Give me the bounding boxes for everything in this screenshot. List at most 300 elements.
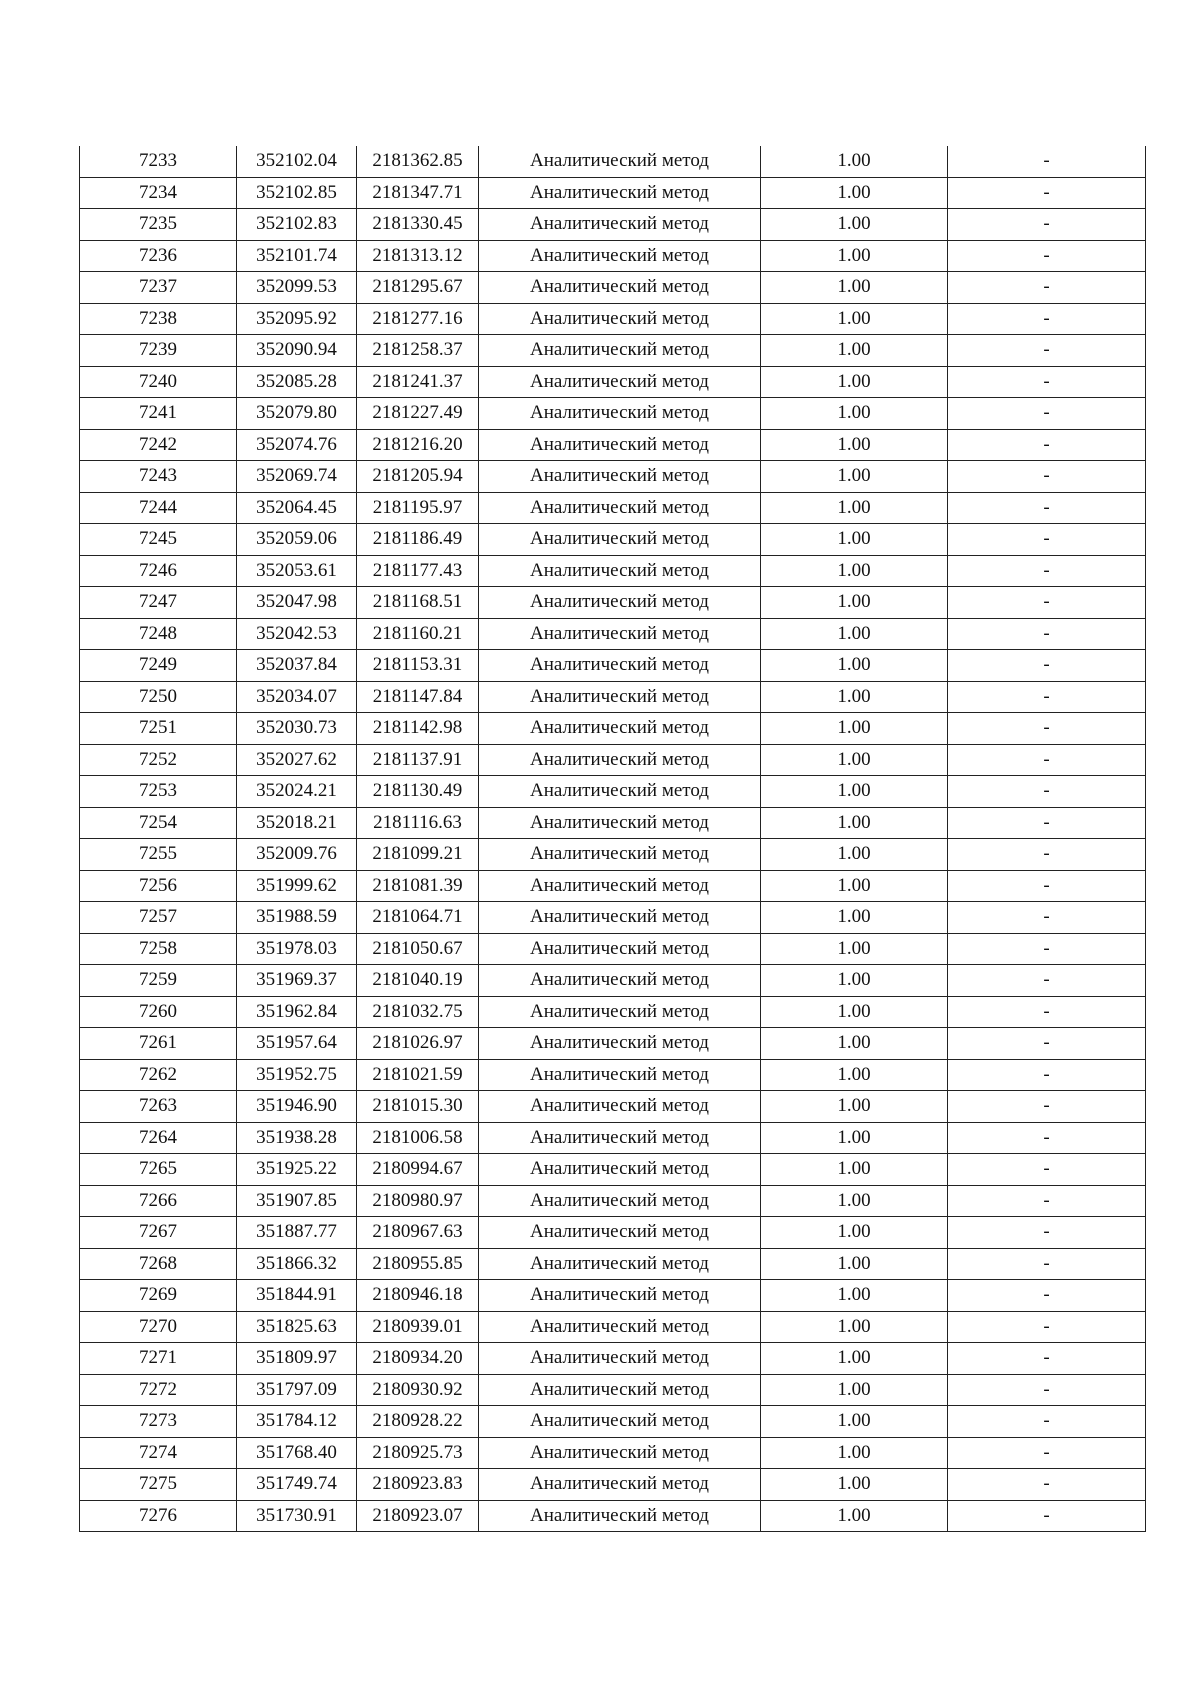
method-cell: Аналитический метод bbox=[479, 713, 761, 745]
x-coordinate-cell: 352034.07 bbox=[237, 681, 357, 713]
accuracy-cell: 1.00 bbox=[761, 870, 948, 902]
table-row bbox=[80, 1028, 1146, 1060]
description-cell: - bbox=[948, 1217, 1146, 1249]
method-cell: Аналитический метод bbox=[479, 807, 761, 839]
x-coordinate-cell: 351957.64 bbox=[237, 1028, 357, 1060]
x-coordinate-cell: 351952.75 bbox=[237, 1059, 357, 1091]
accuracy-cell: 1.00 bbox=[761, 618, 948, 650]
method-cell: Аналитический метод bbox=[479, 366, 761, 398]
description-cell: - bbox=[948, 965, 1146, 997]
description-cell: - bbox=[948, 1122, 1146, 1154]
description-cell: - bbox=[948, 1500, 1146, 1532]
accuracy-cell: 1.00 bbox=[761, 335, 948, 367]
description-cell: - bbox=[948, 776, 1146, 808]
table-row bbox=[80, 398, 1146, 430]
x-coordinate-cell: 351768.40 bbox=[237, 1437, 357, 1469]
method-cell: Аналитический метод bbox=[479, 1500, 761, 1532]
description-cell: - bbox=[948, 744, 1146, 776]
x-coordinate-cell: 351797.09 bbox=[237, 1374, 357, 1406]
point-number-cell: 7273 bbox=[80, 1406, 237, 1438]
method-cell: Аналитический метод bbox=[479, 965, 761, 997]
table-row bbox=[80, 965, 1146, 997]
coordinates-table bbox=[79, 146, 1146, 1532]
y-coordinate-cell: 2181347.71 bbox=[357, 177, 479, 209]
method-cell: Аналитический метод bbox=[479, 776, 761, 808]
method-cell: Аналитический метод bbox=[479, 1343, 761, 1375]
description-cell: - bbox=[948, 366, 1146, 398]
accuracy-cell: 1.00 bbox=[761, 524, 948, 556]
description-cell: - bbox=[948, 1437, 1146, 1469]
description-cell: - bbox=[948, 429, 1146, 461]
description-cell: - bbox=[948, 870, 1146, 902]
y-coordinate-cell: 2181006.58 bbox=[357, 1122, 479, 1154]
accuracy-cell: 1.00 bbox=[761, 1122, 948, 1154]
table-row bbox=[80, 713, 1146, 745]
x-coordinate-cell: 351730.91 bbox=[237, 1500, 357, 1532]
table-row bbox=[80, 1217, 1146, 1249]
x-coordinate-cell: 351809.97 bbox=[237, 1343, 357, 1375]
point-number-cell: 7260 bbox=[80, 996, 237, 1028]
y-coordinate-cell: 2180930.92 bbox=[357, 1374, 479, 1406]
coordinates-table-body bbox=[80, 146, 1146, 1532]
method-cell: Аналитический метод bbox=[479, 1248, 761, 1280]
table-row bbox=[80, 1500, 1146, 1532]
point-number-cell: 7234 bbox=[80, 177, 237, 209]
x-coordinate-cell: 352064.45 bbox=[237, 492, 357, 524]
table-row bbox=[80, 335, 1146, 367]
y-coordinate-cell: 2180934.20 bbox=[357, 1343, 479, 1375]
point-number-cell: 7241 bbox=[80, 398, 237, 430]
accuracy-cell: 1.00 bbox=[761, 776, 948, 808]
method-cell: Аналитический метод bbox=[479, 1311, 761, 1343]
method-cell: Аналитический метод bbox=[479, 1028, 761, 1060]
method-cell: Аналитический метод bbox=[479, 744, 761, 776]
description-cell: - bbox=[948, 524, 1146, 556]
x-coordinate-cell: 351962.84 bbox=[237, 996, 357, 1028]
description-cell: - bbox=[948, 177, 1146, 209]
x-coordinate-cell: 352030.73 bbox=[237, 713, 357, 745]
method-cell: Аналитический метод bbox=[479, 461, 761, 493]
x-coordinate-cell: 352102.85 bbox=[237, 177, 357, 209]
y-coordinate-cell: 2181040.19 bbox=[357, 965, 479, 997]
x-coordinate-cell: 351887.77 bbox=[237, 1217, 357, 1249]
x-coordinate-cell: 352059.06 bbox=[237, 524, 357, 556]
y-coordinate-cell: 2180923.07 bbox=[357, 1500, 479, 1532]
method-cell: Аналитический метод bbox=[479, 1374, 761, 1406]
y-coordinate-cell: 2181137.91 bbox=[357, 744, 479, 776]
y-coordinate-cell: 2180994.67 bbox=[357, 1154, 479, 1186]
method-cell: Аналитический метод bbox=[479, 618, 761, 650]
x-coordinate-cell: 352102.04 bbox=[237, 146, 357, 177]
description-cell: - bbox=[948, 1059, 1146, 1091]
point-number-cell: 7272 bbox=[80, 1374, 237, 1406]
accuracy-cell: 1.00 bbox=[761, 177, 948, 209]
accuracy-cell: 1.00 bbox=[761, 1059, 948, 1091]
y-coordinate-cell: 2181032.75 bbox=[357, 996, 479, 1028]
x-coordinate-cell: 352074.76 bbox=[237, 429, 357, 461]
description-cell: - bbox=[948, 996, 1146, 1028]
method-cell: Аналитический метод bbox=[479, 146, 761, 177]
accuracy-cell: 1.00 bbox=[761, 240, 948, 272]
accuracy-cell: 1.00 bbox=[761, 933, 948, 965]
y-coordinate-cell: 2181177.43 bbox=[357, 555, 479, 587]
x-coordinate-cell: 352018.21 bbox=[237, 807, 357, 839]
method-cell: Аналитический метод bbox=[479, 429, 761, 461]
point-number-cell: 7263 bbox=[80, 1091, 237, 1123]
table-row bbox=[80, 839, 1146, 871]
description-cell: - bbox=[948, 1469, 1146, 1501]
point-number-cell: 7233 bbox=[80, 146, 237, 177]
method-cell: Аналитический метод bbox=[479, 1437, 761, 1469]
point-number-cell: 7251 bbox=[80, 713, 237, 745]
table-row bbox=[80, 1374, 1146, 1406]
description-cell: - bbox=[948, 1343, 1146, 1375]
method-cell: Аналитический метод bbox=[479, 839, 761, 871]
x-coordinate-cell: 351978.03 bbox=[237, 933, 357, 965]
x-coordinate-cell: 351844.91 bbox=[237, 1280, 357, 1312]
table-row bbox=[80, 177, 1146, 209]
point-number-cell: 7276 bbox=[80, 1500, 237, 1532]
table-row bbox=[80, 650, 1146, 682]
description-cell: - bbox=[948, 1311, 1146, 1343]
description-cell: - bbox=[948, 1091, 1146, 1123]
x-coordinate-cell: 352042.53 bbox=[237, 618, 357, 650]
accuracy-cell: 1.00 bbox=[761, 461, 948, 493]
table-row bbox=[80, 1091, 1146, 1123]
point-number-cell: 7266 bbox=[80, 1185, 237, 1217]
accuracy-cell: 1.00 bbox=[761, 713, 948, 745]
table-row bbox=[80, 1154, 1146, 1186]
method-cell: Аналитический метод bbox=[479, 650, 761, 682]
table-row bbox=[80, 618, 1146, 650]
point-number-cell: 7265 bbox=[80, 1154, 237, 1186]
x-coordinate-cell: 351784.12 bbox=[237, 1406, 357, 1438]
accuracy-cell: 1.00 bbox=[761, 1500, 948, 1532]
y-coordinate-cell: 2181205.94 bbox=[357, 461, 479, 493]
description-cell: - bbox=[948, 492, 1146, 524]
table-row bbox=[80, 933, 1146, 965]
y-coordinate-cell: 2181026.97 bbox=[357, 1028, 479, 1060]
point-number-cell: 7264 bbox=[80, 1122, 237, 1154]
method-cell: Аналитический метод bbox=[479, 177, 761, 209]
method-cell: Аналитический метод bbox=[479, 1217, 761, 1249]
x-coordinate-cell: 351749.74 bbox=[237, 1469, 357, 1501]
table-row bbox=[80, 776, 1146, 808]
y-coordinate-cell: 2180980.97 bbox=[357, 1185, 479, 1217]
table-row bbox=[80, 366, 1146, 398]
accuracy-cell: 1.00 bbox=[761, 1217, 948, 1249]
method-cell: Аналитический метод bbox=[479, 209, 761, 241]
accuracy-cell: 1.00 bbox=[761, 398, 948, 430]
point-number-cell: 7268 bbox=[80, 1248, 237, 1280]
point-number-cell: 7246 bbox=[80, 555, 237, 587]
table-row bbox=[80, 1059, 1146, 1091]
y-coordinate-cell: 2181295.67 bbox=[357, 272, 479, 304]
accuracy-cell: 1.00 bbox=[761, 1374, 948, 1406]
accuracy-cell: 1.00 bbox=[761, 555, 948, 587]
table-row bbox=[80, 240, 1146, 272]
table-row bbox=[80, 1122, 1146, 1154]
method-cell: Аналитический метод bbox=[479, 240, 761, 272]
y-coordinate-cell: 2181313.12 bbox=[357, 240, 479, 272]
description-cell: - bbox=[948, 1154, 1146, 1186]
y-coordinate-cell: 2181195.97 bbox=[357, 492, 479, 524]
x-coordinate-cell: 351946.90 bbox=[237, 1091, 357, 1123]
description-cell: - bbox=[948, 902, 1146, 934]
accuracy-cell: 1.00 bbox=[761, 492, 948, 524]
point-number-cell: 7252 bbox=[80, 744, 237, 776]
y-coordinate-cell: 2181330.45 bbox=[357, 209, 479, 241]
description-cell: - bbox=[948, 272, 1146, 304]
point-number-cell: 7247 bbox=[80, 587, 237, 619]
description-cell: - bbox=[948, 303, 1146, 335]
table-row bbox=[80, 1185, 1146, 1217]
y-coordinate-cell: 2181258.37 bbox=[357, 335, 479, 367]
x-coordinate-cell: 352101.74 bbox=[237, 240, 357, 272]
x-coordinate-cell: 351938.28 bbox=[237, 1122, 357, 1154]
y-coordinate-cell: 2180939.01 bbox=[357, 1311, 479, 1343]
x-coordinate-cell: 352079.80 bbox=[237, 398, 357, 430]
accuracy-cell: 1.00 bbox=[761, 1311, 948, 1343]
point-number-cell: 7258 bbox=[80, 933, 237, 965]
table-row bbox=[80, 807, 1146, 839]
y-coordinate-cell: 2180925.73 bbox=[357, 1437, 479, 1469]
method-cell: Аналитический метод bbox=[479, 492, 761, 524]
method-cell: Аналитический метод bbox=[479, 1154, 761, 1186]
point-number-cell: 7238 bbox=[80, 303, 237, 335]
x-coordinate-cell: 352069.74 bbox=[237, 461, 357, 493]
y-coordinate-cell: 2181362.85 bbox=[357, 146, 479, 177]
accuracy-cell: 1.00 bbox=[761, 146, 948, 177]
description-cell: - bbox=[948, 618, 1146, 650]
x-coordinate-cell: 352047.98 bbox=[237, 587, 357, 619]
description-cell: - bbox=[948, 209, 1146, 241]
point-number-cell: 7254 bbox=[80, 807, 237, 839]
y-coordinate-cell: 2180923.83 bbox=[357, 1469, 479, 1501]
accuracy-cell: 1.00 bbox=[761, 996, 948, 1028]
y-coordinate-cell: 2181081.39 bbox=[357, 870, 479, 902]
y-coordinate-cell: 2180955.85 bbox=[357, 1248, 479, 1280]
table-row bbox=[80, 681, 1146, 713]
method-cell: Аналитический метод bbox=[479, 902, 761, 934]
table-row bbox=[80, 587, 1146, 619]
y-coordinate-cell: 2180946.18 bbox=[357, 1280, 479, 1312]
table-row bbox=[80, 1311, 1146, 1343]
description-cell: - bbox=[948, 1280, 1146, 1312]
method-cell: Аналитический метод bbox=[479, 555, 761, 587]
y-coordinate-cell: 2181147.84 bbox=[357, 681, 479, 713]
y-coordinate-cell: 2181216.20 bbox=[357, 429, 479, 461]
description-cell: - bbox=[948, 933, 1146, 965]
point-number-cell: 7245 bbox=[80, 524, 237, 556]
method-cell: Аналитический метод bbox=[479, 681, 761, 713]
accuracy-cell: 1.00 bbox=[761, 1343, 948, 1375]
y-coordinate-cell: 2180967.63 bbox=[357, 1217, 479, 1249]
table-row bbox=[80, 1406, 1146, 1438]
x-coordinate-cell: 352102.83 bbox=[237, 209, 357, 241]
table-row bbox=[80, 1437, 1146, 1469]
description-cell: - bbox=[948, 1248, 1146, 1280]
x-coordinate-cell: 352024.21 bbox=[237, 776, 357, 808]
point-number-cell: 7253 bbox=[80, 776, 237, 808]
table-row bbox=[80, 555, 1146, 587]
point-number-cell: 7270 bbox=[80, 1311, 237, 1343]
method-cell: Аналитический метод bbox=[479, 933, 761, 965]
y-coordinate-cell: 2181186.49 bbox=[357, 524, 479, 556]
y-coordinate-cell: 2181021.59 bbox=[357, 1059, 479, 1091]
x-coordinate-cell: 352099.53 bbox=[237, 272, 357, 304]
description-cell: - bbox=[948, 335, 1146, 367]
x-coordinate-cell: 352095.92 bbox=[237, 303, 357, 335]
y-coordinate-cell: 2181227.49 bbox=[357, 398, 479, 430]
x-coordinate-cell: 351866.32 bbox=[237, 1248, 357, 1280]
accuracy-cell: 1.00 bbox=[761, 1185, 948, 1217]
point-number-cell: 7249 bbox=[80, 650, 237, 682]
y-coordinate-cell: 2181142.98 bbox=[357, 713, 479, 745]
point-number-cell: 7244 bbox=[80, 492, 237, 524]
y-coordinate-cell: 2181241.37 bbox=[357, 366, 479, 398]
table-row bbox=[80, 272, 1146, 304]
accuracy-cell: 1.00 bbox=[761, 681, 948, 713]
table-row bbox=[80, 524, 1146, 556]
description-cell: - bbox=[948, 713, 1146, 745]
description-cell: - bbox=[948, 461, 1146, 493]
description-cell: - bbox=[948, 1374, 1146, 1406]
point-number-cell: 7255 bbox=[80, 839, 237, 871]
point-number-cell: 7275 bbox=[80, 1469, 237, 1501]
x-coordinate-cell: 351988.59 bbox=[237, 902, 357, 934]
point-number-cell: 7243 bbox=[80, 461, 237, 493]
point-number-cell: 7261 bbox=[80, 1028, 237, 1060]
method-cell: Аналитический метод bbox=[479, 1059, 761, 1091]
x-coordinate-cell: 352027.62 bbox=[237, 744, 357, 776]
description-cell: - bbox=[948, 1028, 1146, 1060]
x-coordinate-cell: 351907.85 bbox=[237, 1185, 357, 1217]
description-cell: - bbox=[948, 240, 1146, 272]
table-row bbox=[80, 744, 1146, 776]
method-cell: Аналитический метод bbox=[479, 870, 761, 902]
accuracy-cell: 1.00 bbox=[761, 1469, 948, 1501]
y-coordinate-cell: 2181116.63 bbox=[357, 807, 479, 839]
x-coordinate-cell: 352053.61 bbox=[237, 555, 357, 587]
accuracy-cell: 1.00 bbox=[761, 965, 948, 997]
description-cell: - bbox=[948, 398, 1146, 430]
point-number-cell: 7240 bbox=[80, 366, 237, 398]
table-row bbox=[80, 1248, 1146, 1280]
point-number-cell: 7248 bbox=[80, 618, 237, 650]
description-cell: - bbox=[948, 839, 1146, 871]
accuracy-cell: 1.00 bbox=[761, 744, 948, 776]
accuracy-cell: 1.00 bbox=[761, 1154, 948, 1186]
description-cell: - bbox=[948, 555, 1146, 587]
x-coordinate-cell: 351925.22 bbox=[237, 1154, 357, 1186]
method-cell: Аналитический метод bbox=[479, 398, 761, 430]
y-coordinate-cell: 2181160.21 bbox=[357, 618, 479, 650]
table-row bbox=[80, 429, 1146, 461]
y-coordinate-cell: 2181050.67 bbox=[357, 933, 479, 965]
table-row bbox=[80, 902, 1146, 934]
table-row bbox=[80, 461, 1146, 493]
accuracy-cell: 1.00 bbox=[761, 1437, 948, 1469]
x-coordinate-cell: 352090.94 bbox=[237, 335, 357, 367]
method-cell: Аналитический метод bbox=[479, 303, 761, 335]
method-cell: Аналитический метод bbox=[479, 524, 761, 556]
x-coordinate-cell: 352009.76 bbox=[237, 839, 357, 871]
accuracy-cell: 1.00 bbox=[761, 1248, 948, 1280]
point-number-cell: 7274 bbox=[80, 1437, 237, 1469]
point-number-cell: 7271 bbox=[80, 1343, 237, 1375]
description-cell: - bbox=[948, 587, 1146, 619]
y-coordinate-cell: 2181099.21 bbox=[357, 839, 479, 871]
x-coordinate-cell: 351969.37 bbox=[237, 965, 357, 997]
y-coordinate-cell: 2181015.30 bbox=[357, 1091, 479, 1123]
description-cell: - bbox=[948, 1185, 1146, 1217]
accuracy-cell: 1.00 bbox=[761, 1280, 948, 1312]
accuracy-cell: 1.00 bbox=[761, 839, 948, 871]
description-cell: - bbox=[948, 681, 1146, 713]
method-cell: Аналитический метод bbox=[479, 1280, 761, 1312]
y-coordinate-cell: 2181130.49 bbox=[357, 776, 479, 808]
table-row bbox=[80, 303, 1146, 335]
point-number-cell: 7237 bbox=[80, 272, 237, 304]
table-row bbox=[80, 1280, 1146, 1312]
method-cell: Аналитический метод bbox=[479, 1091, 761, 1123]
x-coordinate-cell: 351825.63 bbox=[237, 1311, 357, 1343]
description-cell: - bbox=[948, 146, 1146, 177]
description-cell: - bbox=[948, 650, 1146, 682]
accuracy-cell: 1.00 bbox=[761, 902, 948, 934]
table-row bbox=[80, 146, 1146, 177]
method-cell: Аналитический метод bbox=[479, 996, 761, 1028]
method-cell: Аналитический метод bbox=[479, 1469, 761, 1501]
point-number-cell: 7256 bbox=[80, 870, 237, 902]
y-coordinate-cell: 2181168.51 bbox=[357, 587, 479, 619]
y-coordinate-cell: 2181153.31 bbox=[357, 650, 479, 682]
point-number-cell: 7269 bbox=[80, 1280, 237, 1312]
point-number-cell: 7259 bbox=[80, 965, 237, 997]
point-number-cell: 7257 bbox=[80, 902, 237, 934]
accuracy-cell: 1.00 bbox=[761, 807, 948, 839]
accuracy-cell: 1.00 bbox=[761, 1091, 948, 1123]
point-number-cell: 7235 bbox=[80, 209, 237, 241]
table-row bbox=[80, 492, 1146, 524]
accuracy-cell: 1.00 bbox=[761, 303, 948, 335]
accuracy-cell: 1.00 bbox=[761, 209, 948, 241]
method-cell: Аналитический метод bbox=[479, 587, 761, 619]
y-coordinate-cell: 2181064.71 bbox=[357, 902, 479, 934]
point-number-cell: 7239 bbox=[80, 335, 237, 367]
x-coordinate-cell: 352037.84 bbox=[237, 650, 357, 682]
accuracy-cell: 1.00 bbox=[761, 1028, 948, 1060]
accuracy-cell: 1.00 bbox=[761, 650, 948, 682]
point-number-cell: 7236 bbox=[80, 240, 237, 272]
description-cell: - bbox=[948, 807, 1146, 839]
method-cell: Аналитический метод bbox=[479, 335, 761, 367]
accuracy-cell: 1.00 bbox=[761, 587, 948, 619]
table-row bbox=[80, 1469, 1146, 1501]
table-row bbox=[80, 870, 1146, 902]
point-number-cell: 7262 bbox=[80, 1059, 237, 1091]
point-number-cell: 7250 bbox=[80, 681, 237, 713]
method-cell: Аналитический метод bbox=[479, 272, 761, 304]
accuracy-cell: 1.00 bbox=[761, 366, 948, 398]
table-row bbox=[80, 1343, 1146, 1375]
y-coordinate-cell: 2180928.22 bbox=[357, 1406, 479, 1438]
x-coordinate-cell: 351999.62 bbox=[237, 870, 357, 902]
point-number-cell: 7267 bbox=[80, 1217, 237, 1249]
method-cell: Аналитический метод bbox=[479, 1122, 761, 1154]
table-row bbox=[80, 996, 1146, 1028]
